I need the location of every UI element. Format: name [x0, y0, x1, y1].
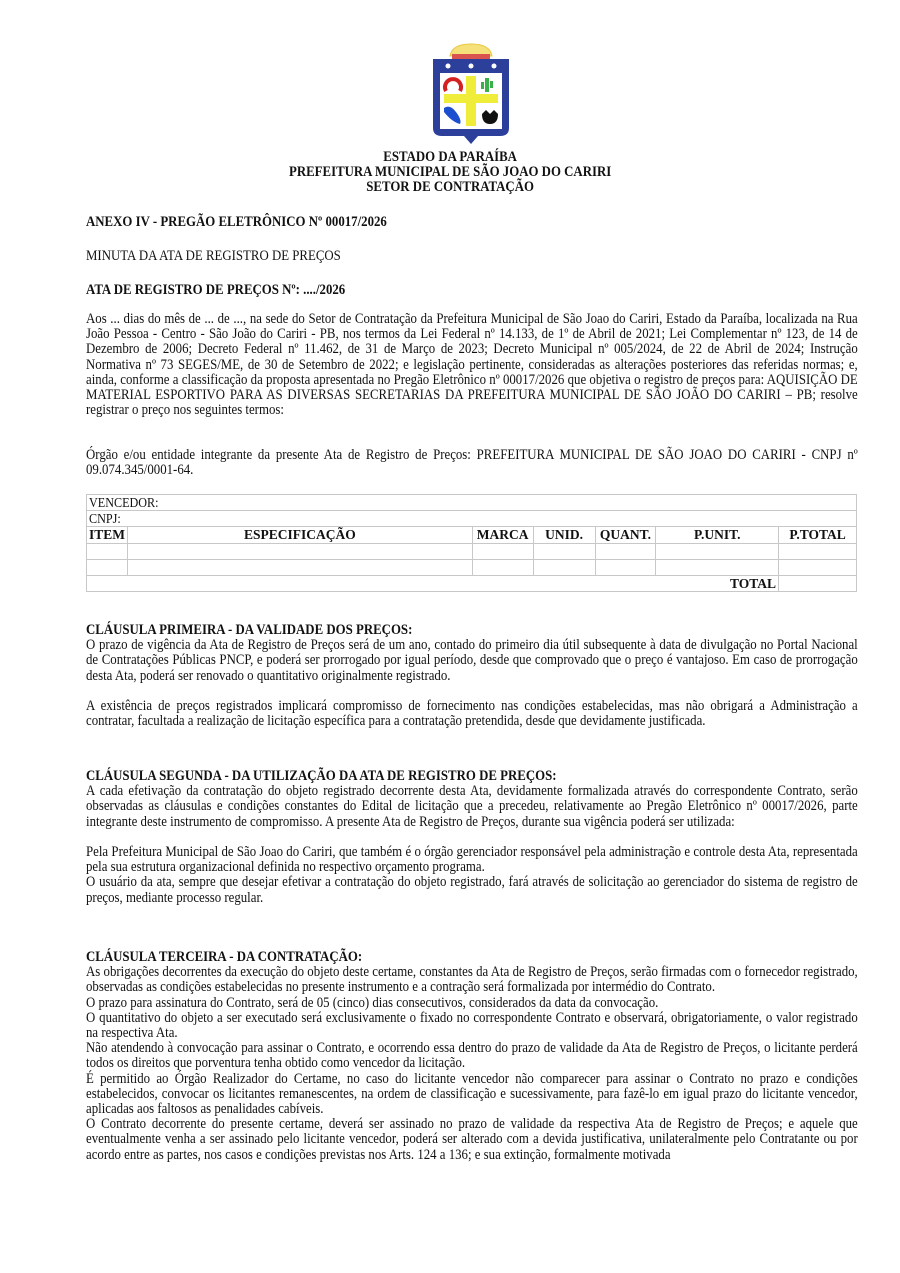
- clause-paragraph: As obrigações decorrentes da execução do objeto deste certame, constantes da Ata de Registro de Preços, serão firmadas com o fornecedor registrado, observadas as condições estabelecidas no presente instrumento e a contração será formalizada por intermédio do Contrato.: [86, 964, 858, 996]
- price-table: [86, 494, 857, 592]
- clause-paragraph: A existência de preços registrados implicará compromisso de fornecimento nas condições estabelecidas, mas não obrigará a Administração a contratar, facultada a realização de licitação específica para a contratação pretendida, desde que devidamente justificada.: [86, 698, 858, 730]
- vencedor-label: VENCEDOR:: [89, 495, 159, 510]
- clause-primeira: [86, 623, 858, 729]
- column-header-punit: P.UNIT.: [656, 527, 779, 544]
- document-header: [0, 150, 900, 196]
- column-header-quant: QUANT.: [595, 527, 656, 544]
- header-municipality: PREFEITURA MUNICIPAL DE SÃO JOAO DO CARIRI: [288, 164, 612, 181]
- column-header-marca: MARCA: [472, 527, 533, 544]
- clause-paragraph: O prazo de vigência da Ata de Registro de Preços será de um ano, contado do primeiro dia útil subsequente à data de divulgação no Portal Nacional de Contratações Públicas PNCP, e poderá ser prorrogado por igual período, desde que comprovado que o preço é vantajoso. Em caso de prorrogação desta Ata, poderá ser renovado o quantitativo originalmente registrado.: [86, 637, 858, 684]
- clause-terceira: [86, 950, 858, 1163]
- table-row: [87, 560, 857, 576]
- column-header-especificacao: ESPECIFICAÇÃO: [128, 527, 473, 544]
- orgao-paragraph: Órgão e/ou entidade integrante da presente Ata de Registro de Preços: PREFEITURA MUNICIPAL DE SÃO JOAO DO CARIRI - CNPJ nº 09.074.345/0001-64.: [86, 447, 858, 479]
- annex-title: ANEXO IV - PREGÃO ELETRÔNICO Nº 00017/2026: [86, 214, 387, 230]
- table-row: [87, 544, 857, 560]
- vencedor-row: [87, 495, 857, 511]
- cnpj-row: [87, 511, 857, 527]
- ata-title: ATA DE REGISTRO DE PREÇOS Nº: ..../2026: [86, 282, 346, 298]
- clause-paragraph: O usuário da ata, sempre que desejar efetivar a contratação do objeto registrado, fará através de solicitação ao gerenciador do sistema de registro de preços, mediante processo regular.: [86, 874, 858, 906]
- clause-title: CLÁUSULA SEGUNDA - DA UTILIZAÇÃO DA ATA DE REGISTRO DE PREÇOS:: [86, 768, 557, 784]
- intro-paragraph: Aos ... dias do mês de ... de ..., na sede do Setor de Contratação da Prefeitura Municipal de São Joao do Cariri, Estado da Paraíba, localizada na Rua João Pessoa - Centro - São João do Cariri - PB, nos termos da Lei Federal nº 14.133, de 1º de Abril de 2021; Lei Complementar nº 123, de 14 de Dezembro de 2006; Decreto Federal nº 11.462, de 31 de Março de 2023; Decreto Municipal nº 005/2024, de 22 de Abril de 2024; Instrução Normativa nº 73 SEGES/ME, de 30 de Setembro de 2022; e legislação pertinente, consideradas as alterações posteriores das referidas normas; e, ainda, conforme a classificação da proposta apresentada no Pregão Eletrônico nº 00017/2026 que objetiva o registro de preços para: AQUISIÇÃO DE MATERIAL ESPORTIVO PARA AS DIVERSAS SECRETARIAS DA PREFEITURA MUNICIPAL DE SÃO JOÃO DO CARIRI – PB; resolve registrar o preço nos seguintes termos:: [86, 311, 858, 419]
- column-header-unid: UNID.: [533, 527, 595, 544]
- cnpj-label: CNPJ:: [89, 511, 121, 526]
- clause-paragraph: Não atendendo à convocação para assinar o Contrato, e ocorrendo essa dentro do prazo de validade da Ata de Registro de Preços, o licitante perderá todos os direitos que porventura tenha obtido como vencedor da licitação.: [86, 1040, 858, 1072]
- minuta-title: MINUTA DA ATA DE REGISTRO DE PREÇOS: [86, 248, 341, 264]
- total-row: [87, 576, 857, 592]
- column-header-ptotal: P.TOTAL: [779, 527, 857, 544]
- clause-paragraph: É permitido ao Órgão Realizador do Certame, no caso do licitante vencedor não comparecer para assinar o Contrato no prazo e condições estabelecidos, convocar os licitantes remanescentes, na ordem de classificação e sucessivamente, para fazê-lo em igual prazo do licitante vencedor, aplicadas aos faltosos as penalidades cabíveis.: [86, 1070, 858, 1118]
- table-header-row: [87, 527, 857, 544]
- clause-title: CLÁUSULA TERCEIRA - DA CONTRATAÇÃO:: [86, 949, 363, 965]
- municipal-coat-of-arms-logo: [430, 42, 512, 146]
- clause-paragraph: A cada efetivação da contratação do objeto registrado decorrente desta Ata, devidamente formalizada através do correspondente Contrato, serão observadas as cláusulas e condições constantes do Edital de licitação que a precedeu, relativamente ao Pregão Eletrônico nº 00017/2026, parte integrante deste instrumento de compromisso. A presente Ata de Registro de Preços, durante sua vigência poderá ser utilizada:: [86, 783, 858, 830]
- clause-paragraph: O prazo para assinatura do Contrato, será de 05 (cinco) dias consecutivos, considerados da data da convocação.: [86, 994, 659, 1011]
- clause-paragraph: Pela Prefeitura Municipal de São Joao do Cariri, que também é o órgão gerenciador responsável pela administração e controle desta Ata, representada pela sua estrutura organizacional definida no respectivo orçamento programa.: [86, 844, 858, 876]
- clause-paragraph: O Contrato decorrente do presente certame, deverá ser assinado no prazo de validade da respectiva Ata de Registro de Preços; e aquele que eventualmente venha a ser assinado pelo licitante vencedor, poderá ser alterado com a devida justificativa, unilateralmente pelo Contratante ou por acordo entre as partes, nos casos e condições previstas nos Arts. 124 a 136; e sua extinção, formalmente motivada: [86, 1116, 858, 1163]
- header-state: ESTADO DA PARAÍBA: [383, 149, 517, 165]
- clause-title: CLÁUSULA PRIMEIRA - DA VALIDADE DOS PREÇOS:: [86, 622, 413, 638]
- clause-segunda: [86, 769, 858, 906]
- column-header-item: ITEM: [87, 527, 128, 544]
- total-label: TOTAL: [87, 576, 779, 592]
- header-sector: SETOR DE CONTRATAÇÃO: [366, 179, 534, 196]
- clause-paragraph: O quantitativo do objeto a ser executado será exclusivamente o fixado no correspondente Contrato e observará, obrigatoriamente, o valor registrado na respectiva Ata.: [86, 1009, 858, 1042]
